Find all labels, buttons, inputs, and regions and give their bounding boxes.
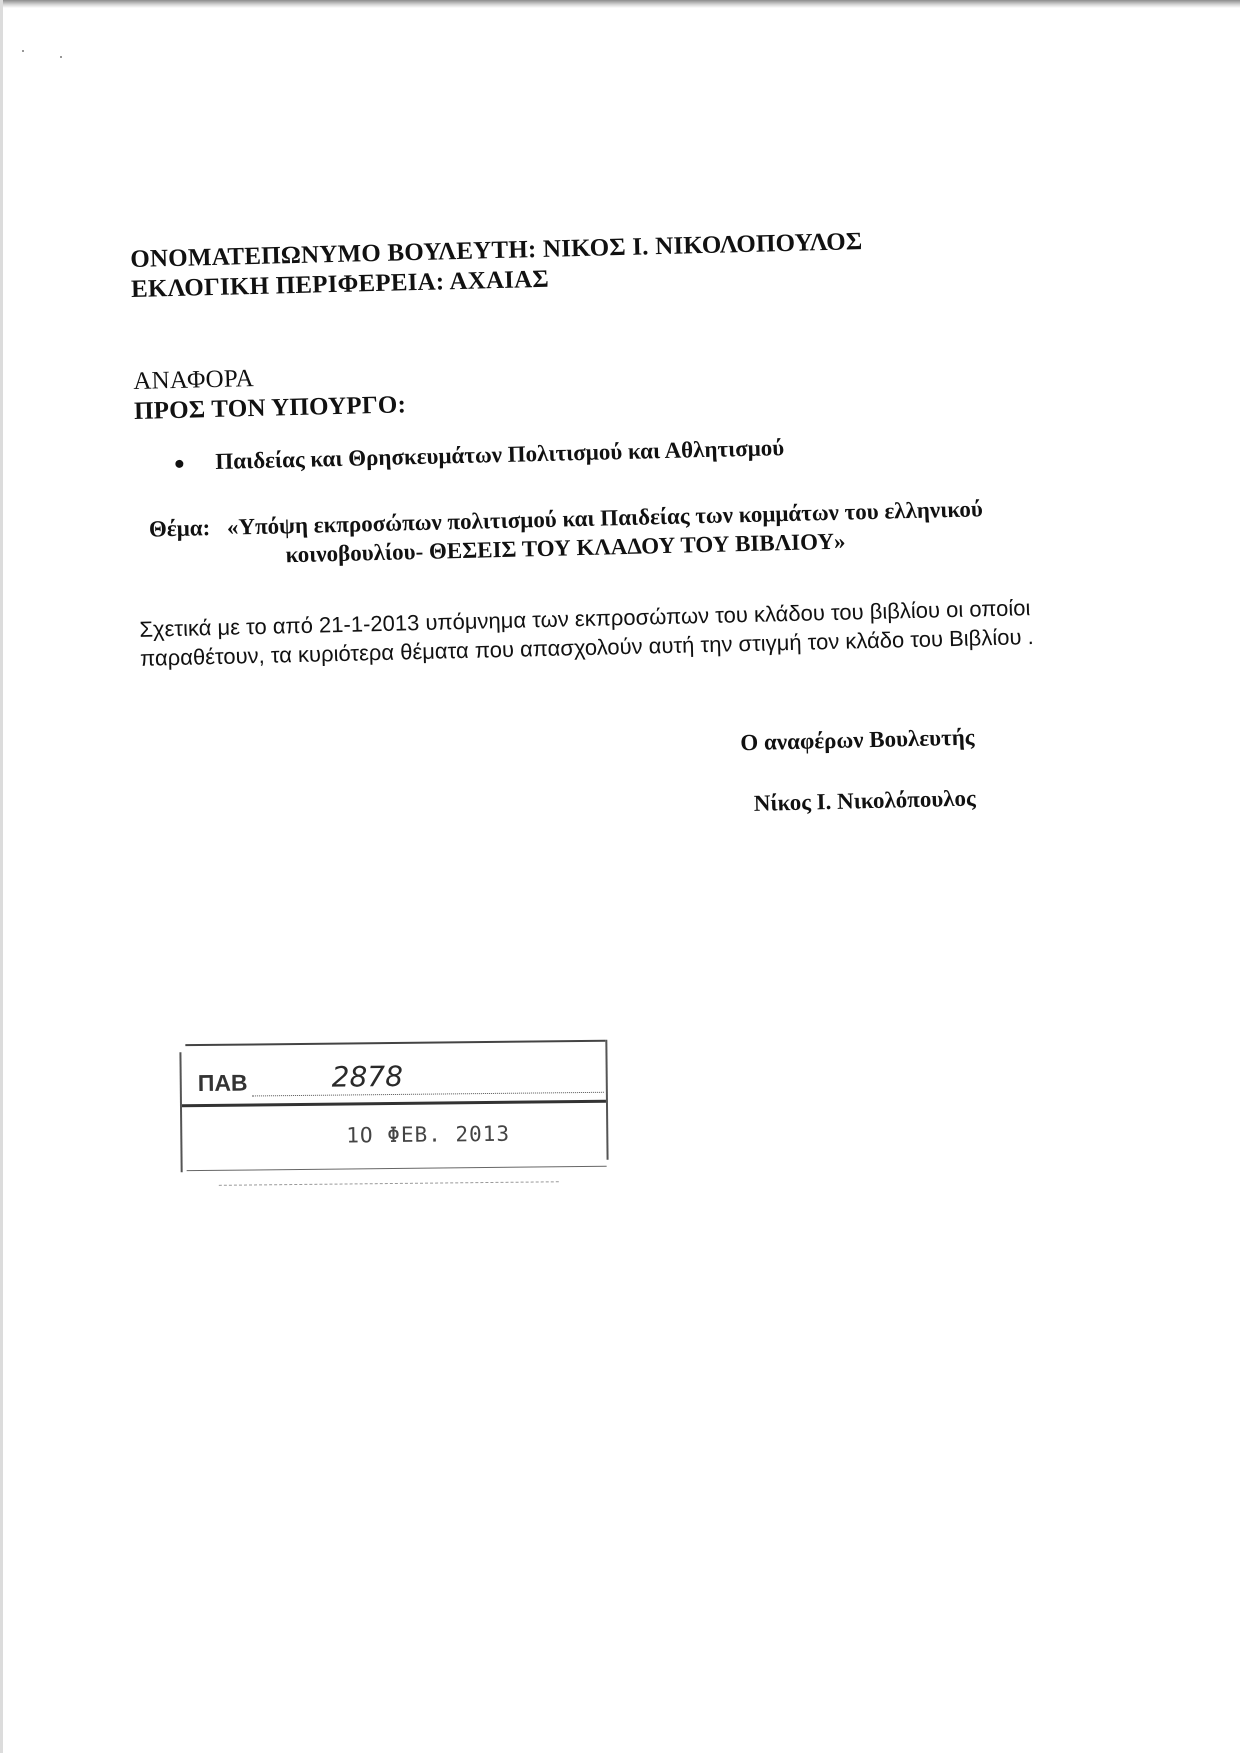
stamp-divider: [182, 1100, 606, 1107]
stamp-border-left: [179, 1052, 182, 1172]
mp-name-line: ΟΝΟΜΑΤΕΠΩΝΥΜΟ ΒΟΥΛΕΥΤΗ: ΝΙΚΟΣ Ι. ΝΙΚΟΛΟΠΟΥΛΟΣ: [130, 228, 863, 273]
constituency-line: ΕΚΛΟΓΙΚΗ ΠΕΡΙΦΕΡΕΙΑ: ΑΧΑΙΑΣ: [130, 265, 550, 303]
scan-speck: [60, 56, 62, 58]
subject-block: [137, 492, 1058, 572]
subject-label: Θέμα:: [148, 515, 211, 542]
document-content: [130, 223, 1064, 833]
stamp-protocol-number: 2878: [331, 1059, 404, 1094]
body-paragraph: Σχετικά με το από 21-1-2013 υπόμνημα των εκπροσώπων του κλάδου του βιβλίου οι οποίοι παραθέτουν, τα κυριότερα θέματα που απασχολούν αυτή την στιγμή τον κλάδο του Βιβλίου .: [139, 595, 1034, 671]
ministry-list-item: [175, 426, 1055, 477]
subject-line-2: κοινοβουλίου- ΘΕΣΕΙΣ ΤΟΥ ΚΛΑΔΟΥ ΤΟΥ ΒΙΒΛΙΟΥ»: [285, 528, 846, 568]
signature-role: Ο αναφέρων Βουλευτής: [740, 724, 975, 756]
subject-line-1: «Υπόψη εκπροσώπων πολιτισμού και Παιδείας των κομμάτων του ελληνικού: [226, 496, 984, 540]
bullet-icon: [175, 460, 183, 468]
registration-stamp: [177, 1038, 608, 1174]
signature-name: Νίκος Ι. Νικολόπουλος: [753, 785, 977, 816]
stamp-dotted-line: [252, 1092, 604, 1097]
stamp-date: 1Ο ΦΕΒ. 2013: [346, 1121, 511, 1148]
stamp-smudge: [219, 1181, 559, 1186]
scan-edge-left: [0, 0, 3, 1753]
scan-speck: [22, 50, 24, 52]
signature-block: [740, 720, 1064, 818]
to-minister-line: ΠΡΟΣ ΤΟΝ ΥΠΟΥΡΓΟ:: [133, 391, 407, 425]
report-title: ΑΝΑΦΟΡΑ: [133, 365, 255, 395]
scan-edge-top: [0, 0, 1240, 8]
stamp-label: ΠΑΒ: [197, 1069, 248, 1097]
ministry-list: [135, 426, 1055, 478]
stamp-border-bottom: [187, 1166, 607, 1171]
ministry-name: Παιδείας και Θρησκευμάτων Πολιτισμού και Αθλητισμού: [215, 435, 785, 474]
stamp-border-top: [185, 1040, 605, 1046]
report-section: [133, 344, 1055, 478]
